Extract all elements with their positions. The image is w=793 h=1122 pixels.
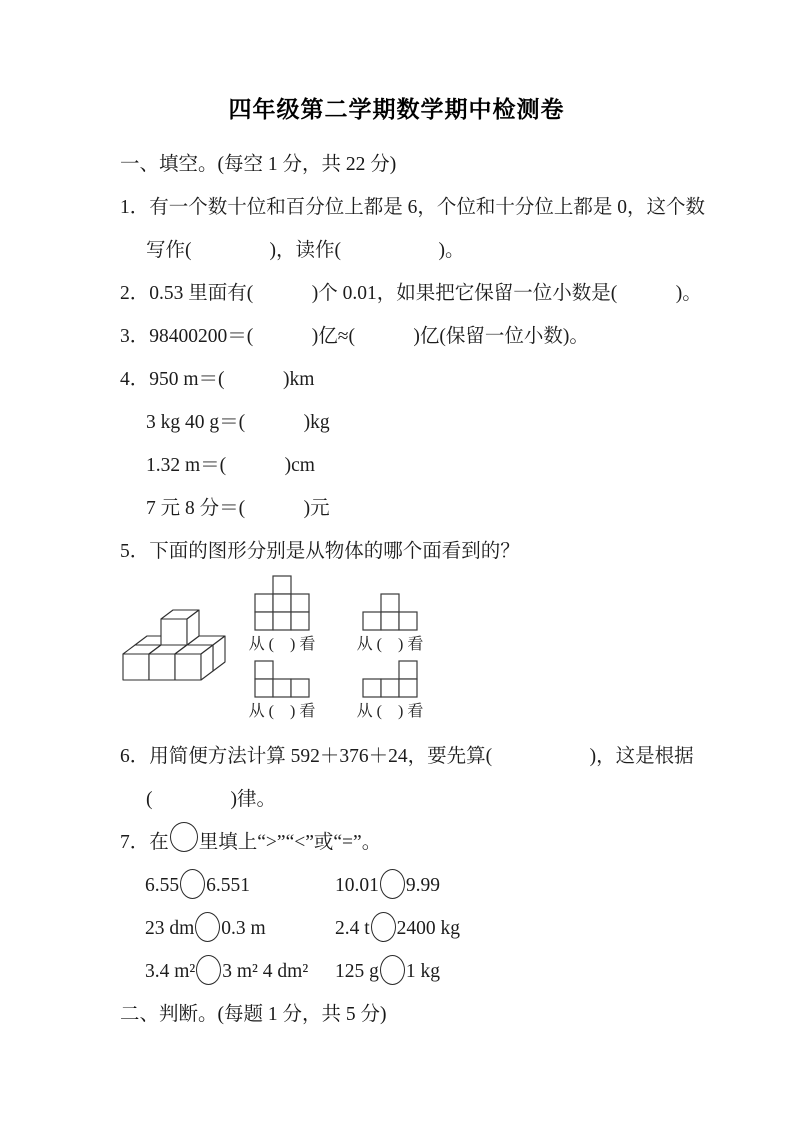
comparison-item (335, 864, 440, 907)
view-label-1: 从 ( ) 看 (248, 636, 316, 653)
question-6-line-2: ( )律。 (146, 789, 276, 810)
comparison-circle-icon (371, 912, 396, 942)
view-cell-2 (340, 575, 440, 656)
view-shape-3-icon (254, 660, 310, 698)
cmp-value: 125 g (335, 961, 379, 982)
cmp-value: 1 kg (405, 961, 440, 982)
question-7 (0, 821, 793, 864)
question-7-prefix: 7．在 (120, 832, 169, 853)
comparison-circle-icon (380, 955, 405, 985)
cmp-value: 0.3 m (221, 918, 266, 939)
view-cell-3 (232, 660, 332, 723)
cmp-value: 2.4 t (335, 918, 370, 939)
view-shape-2-icon (362, 593, 418, 631)
section-fill-heading: 一、填空。(每空 1 分，共 22 分) (120, 154, 397, 175)
page-title: 四年级第二学期数学期中检测卷 (228, 96, 565, 122)
view-label-3: 从 ( ) 看 (248, 703, 316, 720)
comparison-item (145, 864, 335, 907)
view-label-2: 从 ( ) 看 (356, 636, 424, 653)
views-grid (232, 575, 440, 723)
question-4-line-4: 7 元 8 分＝( )元 (146, 498, 330, 519)
question-4-line-1: 4．950 m＝( )km (120, 369, 315, 390)
cube-stack-figure (122, 603, 226, 683)
blank-circle-icon (170, 822, 198, 852)
view-label-4: 从 ( ) 看 (356, 703, 424, 720)
section-judge-heading: 二、判断。(每题 1 分，共 5 分) (120, 1004, 387, 1025)
question-1-line-2: 写作( )，读作( )。 (146, 240, 465, 261)
comparison-item (335, 907, 460, 950)
cmp-value: 6.551 (206, 875, 250, 896)
question-4-line-2: 3 kg 40 g＝( )kg (146, 412, 330, 433)
comparison-circle-icon (380, 869, 405, 899)
view-shape-4-icon (362, 660, 418, 698)
cmp-value: 3 m² 4 dm² (222, 961, 309, 982)
question-1-line-1: 1．有一个数十位和百分位上都是 6，个位和十分位上都是 0，这个数 (120, 197, 706, 218)
cmp-value: 6.55 (145, 875, 180, 896)
view-shape-1-icon (254, 575, 310, 631)
comparison-row-3 (0, 950, 793, 993)
view-cell-1 (232, 575, 332, 656)
question-5: 5．下面的图形分别是从物体的哪个面看到的？ (120, 541, 520, 562)
question-3: 3．98400200＝( )亿≈( )亿(保留一位小数)。 (120, 326, 589, 347)
view-cell-4 (340, 660, 440, 723)
comparison-item (145, 950, 335, 993)
cmp-value: 9.99 (405, 875, 440, 896)
comparison-circle-icon (195, 912, 220, 942)
question-6-line-1: 6．用简便方法计算 592＋376＋24，要先算( )，这是根据 (120, 746, 694, 767)
question-4-line-3: 1.32 m＝( )cm (146, 455, 315, 476)
cmp-value: 2400 kg (396, 918, 461, 939)
comparison-row-1 (0, 864, 793, 907)
comparison-circle-icon (180, 869, 205, 899)
paper-content (0, 143, 793, 1036)
cmp-value: 10.01 (335, 875, 379, 896)
question-2: 2．0.53 里面有( )个 0.01，如果把它保留一位小数是( )。 (120, 283, 702, 304)
comparison-item (145, 907, 335, 950)
cmp-value: 23 dm (145, 918, 195, 939)
question-5-figure (0, 573, 793, 735)
comparison-circle-icon (196, 955, 221, 985)
comparison-row-2 (0, 907, 793, 950)
comparison-item (335, 950, 440, 993)
question-7-suffix: 里填上“>”“<”或“=”。 (198, 832, 382, 853)
cmp-value: 3.4 m² (145, 961, 196, 982)
